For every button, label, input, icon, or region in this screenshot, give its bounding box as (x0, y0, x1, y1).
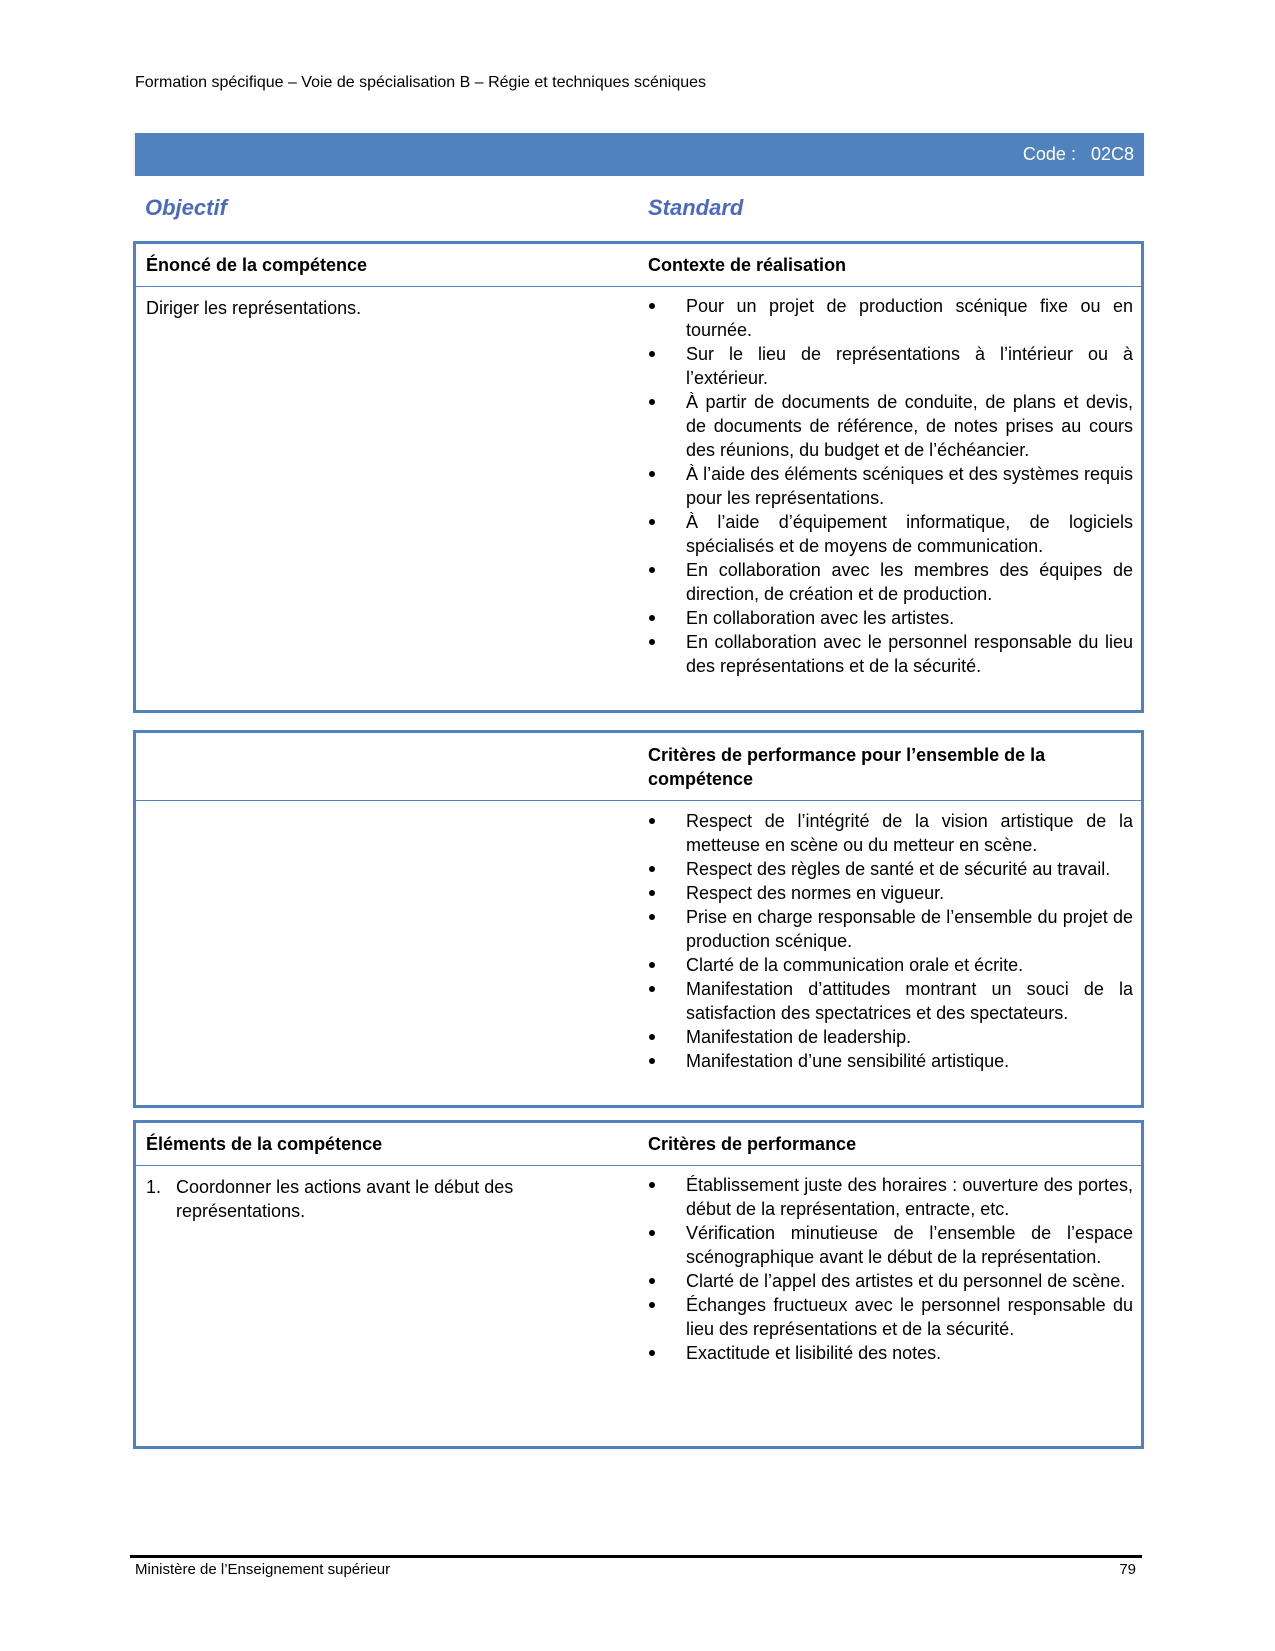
code-value: 02C8 (1090, 144, 1134, 164)
competence-statement-box (133, 241, 1144, 713)
list-item: À l’aide des éléments scéniques et des systèmes requis pour les représentations. (648, 462, 1133, 510)
criteria-header: Critères de performance (648, 1134, 857, 1154)
context-list (648, 294, 1133, 678)
list-item: À l’aide d’équipement informatique, de logiciels spécialisés et de moyens de communication. (648, 510, 1133, 558)
elements-box (133, 1120, 1144, 1449)
list-item: En collaboration avec les artistes. (648, 606, 1133, 630)
list-item: Échanges fructueux avec le personnel responsable du lieu des représentations et de la sécurité. (648, 1293, 1133, 1341)
enonce-header: Énoncé de la compétence (146, 255, 368, 275)
overall-criteria-list (648, 809, 1133, 1073)
list-item: Établissement juste des horaires : ouverture des portes, début de la représentation, entracte, etc. (648, 1173, 1133, 1221)
objectif-heading: Objectif (145, 195, 227, 220)
box-header (136, 244, 1141, 287)
list-item: Vérification minutieuse de l’ensemble de l’espace scénographique avant le début de la représentation. (648, 1221, 1133, 1269)
box-header (136, 1123, 1141, 1166)
list-item: En collaboration avec le personnel responsable du lieu des représentations et de la sécurité. (648, 630, 1133, 678)
elements-header: Éléments de la compétence (146, 1134, 383, 1154)
list-item: Prise en charge responsable de l’ensemble du projet de production scénique. (648, 905, 1133, 953)
code-banner (133, 133, 1144, 176)
contexte-header: Contexte de réalisation (648, 255, 847, 275)
competence-statement: Diriger les représentations. (146, 298, 362, 318)
overall-criteria-box (133, 730, 1144, 1108)
standard-heading: Standard (648, 195, 744, 220)
element-number: 1. (146, 1177, 162, 1197)
overall-criteria-header: Critères de performance pour l’ensemble de la compétence (648, 745, 1046, 789)
list-item: Sur le lieu de représentations à l’intérieur ou à l’extérieur. (648, 342, 1133, 390)
list-item: À partir de documents de conduite, de plans et devis, de documents de référence, de notes prises au cours des réunions, du budget et de l’échéancier. (648, 390, 1133, 462)
list-item: Manifestation d’une sensibilité artistique. (648, 1049, 1133, 1073)
footer-rule (130, 1555, 1142, 1558)
list-item: Clarté de l’appel des artistes et du personnel de scène. (648, 1269, 1133, 1293)
list-item: Respect des règles de santé et de sécurité au travail. (648, 857, 1133, 881)
element-text: Coordonner les actions avant le début des représentations. (176, 1177, 514, 1221)
list-item: Clarté de la communication orale et écrite. (648, 953, 1133, 977)
list-item: Manifestation de leadership. (648, 1025, 1133, 1049)
list-item: En collaboration avec les membres des équipes de direction, de création et de production. (648, 558, 1133, 606)
list-item: Exactitude et lisibilité des notes. (648, 1341, 1133, 1365)
element-criteria-list (648, 1173, 1133, 1365)
element-item (146, 1175, 606, 1223)
footer-ministry: Ministère de l’Enseignement supérieur (135, 1561, 391, 1578)
list-item: Pour un projet de production scénique fixe ou en tournée. (648, 294, 1133, 342)
list-item: Manifestation d’attitudes montrant un souci de la satisfaction des spectatrices et des spectateurs. (648, 977, 1133, 1025)
code-label: Code : (1022, 144, 1076, 164)
competency-code (1023, 144, 1134, 165)
list-item: Respect de l’intégrité de la vision artistique de la metteuse en scène ou du metteur en scène. (648, 809, 1133, 857)
box-header (136, 733, 1141, 801)
list-item: Respect des normes en vigueur. (648, 881, 1133, 905)
page-number: 79 (1119, 1561, 1136, 1578)
running-header: Formation spécifique – Voie de spécialisation B – Régie et techniques scéniques (135, 74, 707, 91)
